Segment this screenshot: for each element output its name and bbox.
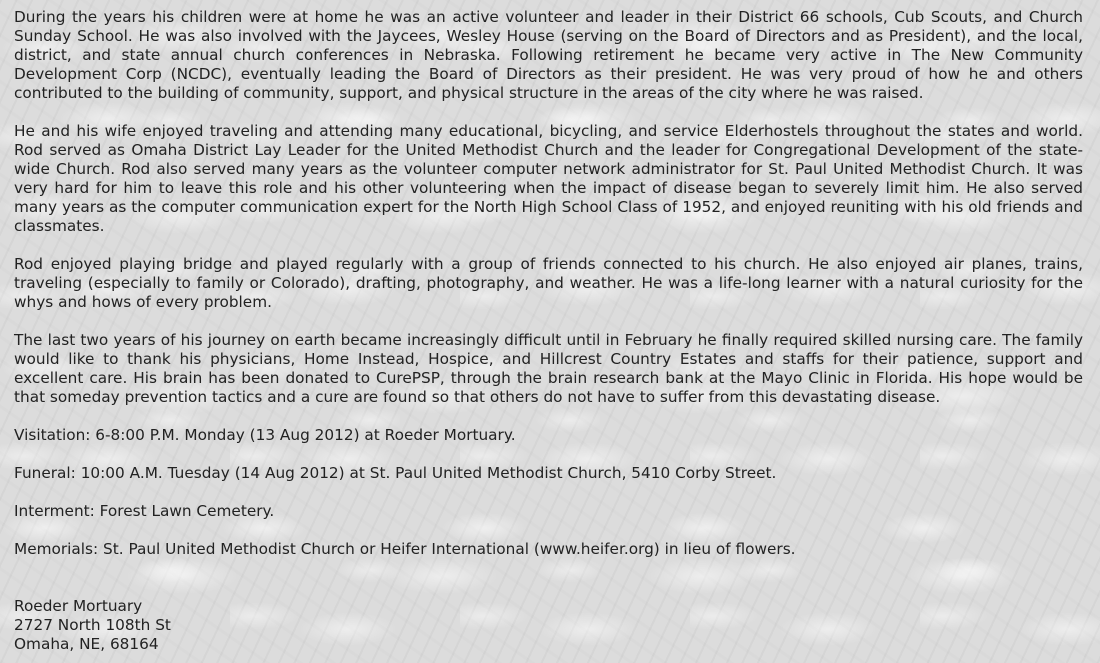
paragraph-final-years: The last two years of his journey on earth became increasingly difficult until in February he finally required skilled nursing care. The family would like to thank his physicians, Home Instead, Hospice, and Hillcrest Country Estates and staffs for their patience, support and excellent care. His brain has been donated to CurePSP, through the brain research bank at the Mayo Clinic in Florida. His hope would be that someday prevention tactics and a cure are found so that others do not have to suffer from this devastating disease. — [14, 331, 1083, 406]
paragraph-volunteer: During the years his children were at home he was an active volunteer and leader in their District 66 schools, Cub Scouts, and Church Sunday School. He was also involved with the Jaycees, Wesley House (serving on the Board of Directors and as President), and the local, district, and state annual church conferences in Nebraska. Following retirement he became very active in The New Community Development Corp (NCDC), eventually leading the Board of Directors as their president. He was very proud of how he and others contributed to the building of community, support, and physical structure in the areas of the city where he was raised. — [14, 8, 1083, 102]
visitation-line: Visitation: 6-8:00 P.M. Monday (13 Aug 2012) at Roeder Mortuary. — [14, 426, 516, 444]
funeral-line: Funeral: 10:00 A.M. Tuesday (14 Aug 2012) at St. Paul United Methodist Church, 5410 Corby Street. — [14, 464, 777, 482]
mortuary-city: Omaha, NE, 68164 — [14, 635, 159, 653]
mortuary-street: 2727 North 108th St — [14, 616, 171, 634]
paragraph-travel: He and his wife enjoyed traveling and attending many educational, bicycling, and service Elderhostels throughout the states and world. Rod served as Omaha District Lay Leader for the United Methodist Church and the leader for Congregational Development of the state-wide Church. Rod also served many years as the volunteer computer network administrator for St. Paul United Methodist Church. It was very hard for him to leave this role and his other volunteering when the impact of disease began to severely limit him. He also served many years as the computer communication expert for the North High School Class of 1952, and enjoyed reuniting with his old friends and classmates. — [14, 122, 1083, 235]
obituary-text — [14, 8, 1083, 654]
mortuary-name: Roeder Mortuary — [14, 597, 143, 615]
mortuary-address — [14, 597, 1083, 654]
paragraph-hobbies: Rod enjoyed playing bridge and played regularly with a group of friends connected to his church. He also enjoyed air planes, trains, traveling (especially to family or Colorado), drafting, photography, and weather. He was a life-long learner with a natural curiosity for the whys and hows of every problem. — [14, 255, 1083, 311]
interment-line: Interment: Forest Lawn Cemetery. — [14, 502, 275, 520]
memorials-line: Memorials: St. Paul United Methodist Church or Heifer International (www.heifer.org) in lieu of flowers. — [14, 540, 796, 558]
